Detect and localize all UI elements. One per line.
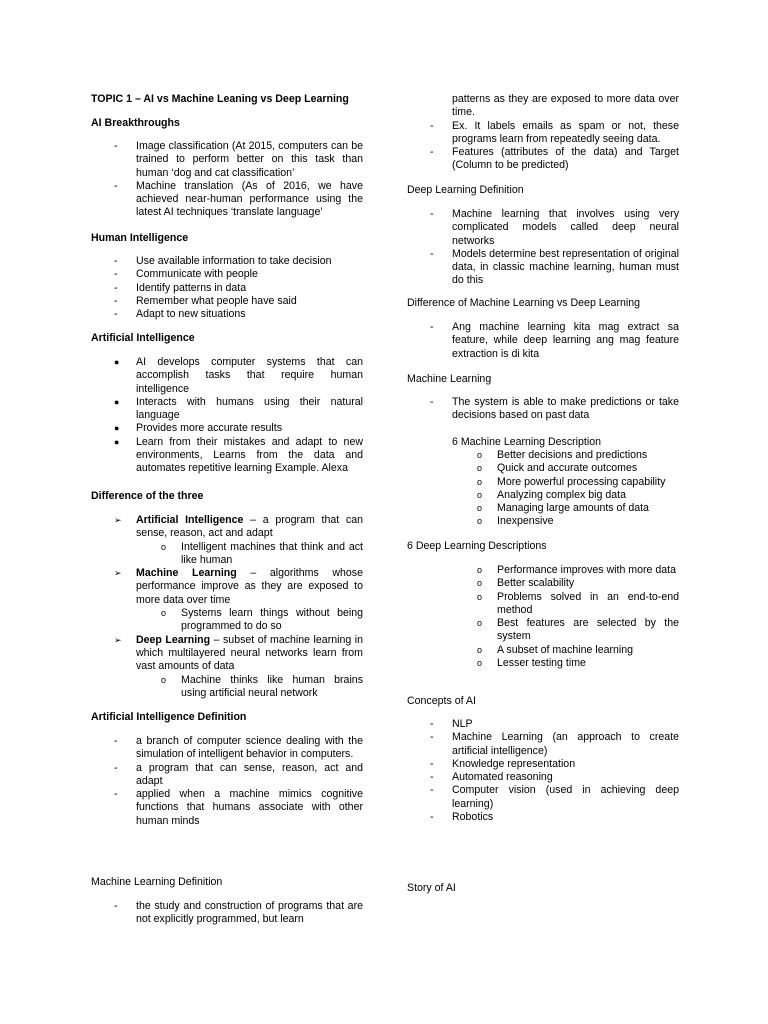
list-item: - Communicate with people — [114, 268, 258, 281]
list-machine-learning — [430, 396, 679, 423]
list-item: - a program that can sense, reason, act and adapt — [114, 761, 363, 787]
list-item: - Computer vision (used in achieving deep learning) — [430, 784, 679, 810]
list-item: o Better decisions and predictions — [477, 449, 648, 461]
list-item: ➢ Machine Learning – algorithms whose performance improve as they are exposed to more data over time o Systems learn things without being programmed to do so — [114, 567, 363, 633]
list-item: - applied when a machine mimics cognitive functions that humans associate with other human minds — [114, 788, 363, 827]
list-item: ● Interacts with humans using their natural language — [114, 395, 363, 422]
heading-dl-definition: Deep Learning Definition — [407, 184, 524, 196]
list-item: ➢ Deep Learning – subset of machine learning in which multilayered neural networks learn from vast amounts of data o Machine thinks like human brains using artificial neural network — [114, 633, 363, 699]
list-item: - Machine translation (As of 2016, we have achieved near-human performance using the latest AI techniques ‘translate language’ — [114, 179, 363, 219]
list-artificial-intelligence — [114, 356, 363, 476]
heading-difference-ml-dl: Difference of Machine Learning vs Deep Learning — [407, 297, 641, 309]
heading-human-intelligence: Human Intelligence — [91, 232, 189, 244]
list-item: ● AI develops computer systems that can accomplish tasks that require human intelligence — [114, 356, 363, 395]
list-item: - Ang machine learning kita mag extract sa feature, while deep learning ang mag feature extraction is di kita — [430, 321, 679, 360]
sub-list-item: o Machine thinks like human brains using artificial neural network — [161, 673, 363, 699]
list-difference-ml-dl — [430, 321, 679, 361]
list-item: o Quick and accurate outcomes — [477, 462, 638, 475]
heading-concepts-ai: Concepts of AI — [407, 695, 476, 707]
list-item: o Better scalability — [477, 577, 575, 590]
heading-artificial-intelligence: Artificial Intelligence — [91, 332, 195, 344]
heading-ai-definition: Artificial Intelligence Definition — [91, 711, 247, 723]
list-item: - Features (attributes of the data) and Target (Column to be predicted) — [430, 146, 679, 172]
list-item: ➢ Artificial Intelligence – a program that can sense, reason, act and adapt o Intelligent machines that think and act like human — [114, 514, 363, 566]
sub-list-item: o Intelligent machines that think and act like human — [161, 540, 363, 566]
list-item: - NLP — [430, 718, 473, 730]
list-ai-definition — [114, 735, 363, 828]
list-item: - Image classification (At 2015, computers can be trained to perform better on this task than human ‘dog and cat classification’ — [114, 140, 363, 179]
list-item: ● Provides more accurate results — [114, 422, 283, 435]
sub-list-item: o Systems learn things without being programmed to do so — [161, 607, 363, 633]
list-ai-breakthroughs — [114, 140, 363, 220]
list-item: o Best features are selected by the system — [477, 617, 679, 643]
list-difference-three — [114, 514, 363, 700]
heading-dl-descriptions: 6 Deep Learning Descriptions — [407, 540, 547, 552]
list-item: o Problems solved in an end-to-end method — [477, 590, 679, 616]
list-item: - Remember what people have said — [114, 294, 297, 307]
heading-ai-breakthroughs: AI Breakthroughs — [91, 117, 180, 129]
list-item: o Analyzing complex big data — [477, 488, 626, 501]
list-item: - Identify patterns in data — [114, 281, 247, 294]
list-ml-definition — [114, 900, 363, 927]
list-continued — [430, 93, 679, 173]
heading-ml-definition: Machine Learning Definition — [91, 876, 223, 888]
list-ml-descriptions — [477, 449, 679, 529]
list-item: - Knowledge representation — [430, 757, 576, 770]
list-item: patterns as they are exposed to more data over time. — [452, 93, 679, 119]
list-item: o A subset of machine learning — [477, 643, 634, 656]
list-item: - a branch of computer science dealing with the simulation of intelligent behavior in computers. — [114, 735, 363, 761]
list-item: - The system is able to make predictions or take decisions based on past data — [430, 396, 679, 422]
list-item: o More powerful processing capability — [477, 475, 666, 488]
list-item: ● Learn from their mistakes and adapt to new environments, Learns from the data and automates repetitive learning Example. Alexa — [114, 435, 363, 475]
heading-6-ml-description: 6 Machine Learning Description — [452, 436, 601, 448]
list-item: o Performance improves with more data — [477, 564, 676, 576]
list-item: - Use available information to take decision — [114, 255, 332, 267]
list-item: - Adapt to new situations — [114, 308, 246, 321]
heading-difference-three: Difference of the three — [91, 490, 204, 502]
list-item: o Managing large amounts of data — [477, 502, 649, 515]
list-dl-descriptions — [477, 564, 679, 670]
list-item: - Ex. It labels emails as spam or not, these programs learn from repeatedly seeing data. — [430, 119, 679, 145]
list-item: o Inexpensive — [477, 515, 554, 528]
list-item: o Lesser testing time — [477, 657, 586, 670]
heading-machine-learning: Machine Learning — [407, 373, 492, 385]
list-concepts-ai — [430, 718, 679, 824]
list-item: - Models determine best representation of original data, in classic machine learning, human must do this — [430, 247, 679, 287]
heading-story-ai: Story of AI — [407, 882, 456, 894]
list-item: - Machine Learning (an approach to create artificial intelligence) — [430, 731, 679, 757]
list-item: - Robotics — [430, 811, 494, 824]
document-title: TOPIC 1 – AI vs Machine Leaning vs Deep Learning — [91, 93, 349, 105]
list-item: - Automated reasoning — [430, 771, 553, 784]
list-item: - the study and construction of programs that are not explicitly programmed, but learn — [114, 900, 363, 926]
list-dl-definition — [430, 208, 679, 288]
list-human-intelligence — [114, 255, 363, 321]
list-item: - Machine learning that involves using very complicated models called deep neural networks — [430, 208, 679, 247]
